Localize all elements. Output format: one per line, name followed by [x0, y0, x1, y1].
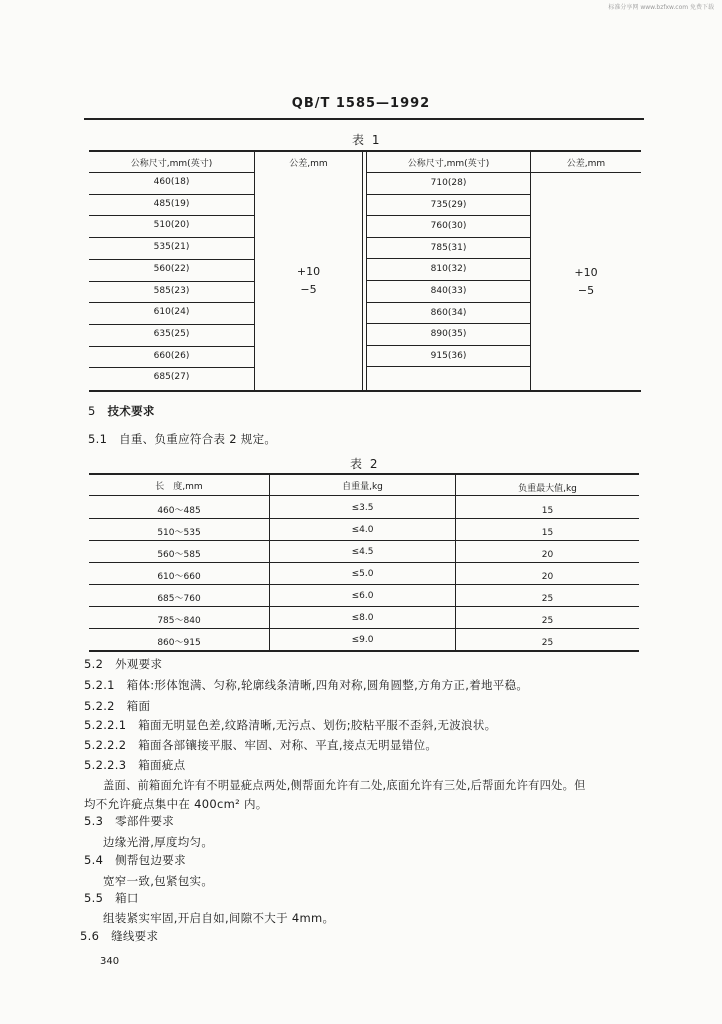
table1-divider-center-a	[362, 150, 363, 391]
table2-max-load-cell: 15	[541, 528, 554, 538]
clause-5-2-2-2	[84, 737, 437, 753]
clause-title: 箱面	[126, 699, 151, 713]
table1-left-size-cell: 585(23)	[153, 285, 190, 296]
clause-5-2	[84, 656, 162, 672]
table1-right-tol-header-rule	[531, 172, 641, 173]
table1-left-row-rule	[89, 367, 254, 368]
table1-right-size-cell: 860(34)	[430, 307, 467, 318]
table1-left-row-rule	[89, 259, 254, 260]
table2-max-load-cell: 20	[541, 572, 554, 582]
clause-text: 自重、负重应符合表 2 规定。	[119, 432, 277, 446]
table1-right-row-rule	[367, 345, 530, 346]
clause-number: 5.2.2.1	[84, 718, 127, 732]
table2-length-cell: 860～915	[157, 638, 201, 648]
table2-length-cell: 785～840	[157, 616, 201, 626]
table2-row-rule	[89, 628, 639, 629]
clause-number: 5.3	[84, 814, 104, 828]
table1-right-row-rule	[367, 280, 530, 281]
table1-right-row-rule	[367, 172, 530, 173]
table1-left-size-cell: 460(18)	[153, 177, 190, 187]
table1-right-size-cell: 915(36)	[430, 350, 467, 361]
section-number: 5	[88, 404, 96, 418]
clause-5-3-text: 边缘光滑,厚度均匀。	[103, 835, 214, 849]
table2-header-rule	[89, 495, 639, 496]
table1-right-size-cell: 710(28)	[430, 178, 467, 188]
table1-right-size-cell: 840(33)	[430, 286, 467, 296]
table1-right-row-rule	[367, 194, 530, 195]
table2-self-weight-cell: ≤5.0	[351, 569, 374, 579]
clause-number: 5.2.2.3	[84, 758, 127, 772]
clause-5-4-text: 宽窄一致,包紧包实。	[103, 874, 214, 888]
clause-number: 5.1	[88, 432, 108, 446]
table1-right-size-cell: 760(30)	[430, 221, 467, 232]
clause-number: 5.2.2.2	[84, 738, 127, 752]
clause-number: 5.6	[80, 929, 100, 943]
table1-left-size-cell: 635(25)	[153, 328, 190, 339]
table2-max-load-cell: 25	[541, 616, 554, 626]
table1-left-row-rule	[89, 172, 254, 173]
table2-self-weight-cell: ≤3.5	[351, 503, 374, 513]
clause-title: 侧帮包边要求	[115, 853, 186, 867]
table1-left-row-rule	[89, 346, 254, 347]
table2-max-load-cell: 25	[541, 638, 554, 648]
table1-top-rule	[89, 150, 641, 152]
table1-header-tol-left: 公差,mm	[289, 159, 328, 169]
table1-tolerance-plus-right: +10	[574, 266, 598, 279]
clause-5-6	[80, 928, 158, 944]
clause-5-2-2-1	[84, 717, 496, 733]
table1-left-row-rule	[89, 194, 254, 195]
table1-left-size-cell: 685(27)	[153, 372, 190, 383]
clause-5-2-2-3	[84, 757, 185, 773]
table2-length-cell: 560～585	[157, 550, 201, 560]
clause-number: 5.2.1	[84, 678, 115, 692]
table2-row-rule	[89, 606, 639, 607]
table1-right-row-rule	[367, 258, 530, 259]
page-number: 340	[100, 956, 120, 967]
table1-tolerance-minus-left: −5	[300, 283, 317, 296]
clause-title: 缝线要求	[111, 929, 159, 943]
table1-tolerance-minus-right: −5	[577, 284, 595, 297]
table1-right-size-cell: 735(29)	[430, 199, 467, 210]
clause-5-5-text: 组装紧实牢固,开启自如,间隙不大于 4mm。	[103, 911, 335, 925]
table1-right-row-rule	[367, 323, 530, 324]
table1-header-size-right: 公称尺寸,mm(英寸)	[407, 159, 490, 169]
clause-text: 箱面各部镶接平服、牢固、对称、平直,接点无明显错位。	[138, 738, 438, 752]
table1-left-size-cell: 535(21)	[153, 242, 190, 253]
clause-5-1	[88, 431, 276, 447]
table1-left-size-cell: 610(24)	[153, 307, 190, 318]
table2-self-weight-cell: ≤4.0	[351, 525, 374, 535]
table1-left-row-rule	[89, 215, 254, 216]
clause-5-4	[84, 852, 186, 868]
table1-right-size-cell: 890(35)	[430, 329, 467, 340]
table2-length-cell: 510～535	[157, 528, 201, 538]
clause-5-2-2-3-paragraph-line-1: 盖面、前箱面允许有不明显疵点两处,侧帮面允许有二处,底面允许有三处,后帮面允许有四处。但	[103, 779, 586, 792]
clause-text: 箱面无明显色差,纹路清晰,无污点、划伤;胶粘平服不歪斜,无波浪状。	[138, 718, 497, 732]
table2-header-max-load: 负重最大值,kg	[518, 484, 577, 494]
table1-right-row-rule	[367, 366, 530, 367]
table1-right-size-cell: 785(31)	[430, 242, 467, 253]
table1-right-row-rule	[367, 302, 530, 303]
header-rule	[84, 118, 644, 120]
clause-5-3	[84, 813, 174, 829]
table1-left-row-rule	[89, 281, 254, 282]
clause-text: 箱体:形体饱满、匀称,轮廓线条清晰,四角对称,圆角圆整,方角方正,着地平稳。	[126, 678, 529, 692]
document-header: QB/T 1585—1992	[291, 96, 431, 111]
table2-self-weight-cell: ≤6.0	[351, 591, 374, 601]
table1-left-size-cell: 510(20)	[153, 220, 190, 231]
table1-caption: 表 1	[352, 133, 382, 147]
clause-5-2-1	[84, 677, 528, 693]
table2-max-load-cell: 25	[541, 594, 554, 604]
clause-5-2-2-3-paragraph-line-2: 均不允许疵点集中在 400cm² 内。	[84, 797, 268, 811]
table2-self-weight-cell: ≤9.0	[351, 635, 374, 645]
table2-row-rule	[89, 562, 639, 563]
table2-row-rule	[89, 518, 639, 519]
table2-length-cell: 460～485	[157, 506, 201, 516]
section-title: 技术要求	[107, 404, 155, 418]
table1-left-row-rule	[89, 237, 254, 238]
clause-number: 5.2	[84, 657, 104, 671]
section-5-heading	[88, 403, 155, 419]
table1-right-row-rule	[367, 215, 530, 216]
table2-header-length: 长 度,mm	[155, 482, 203, 492]
table1-left-size-cell: 560(22)	[153, 263, 190, 274]
table1-tolerance-plus-left: +10	[296, 265, 321, 278]
table1-left-row-rule	[89, 302, 254, 303]
clause-number: 5.5	[84, 891, 104, 905]
clause-5-2-2	[84, 698, 150, 714]
clause-title: 箱口	[115, 891, 139, 905]
table1-left-row-rule	[89, 324, 254, 325]
table1-header-size-left: 公称尺寸,mm(英寸)	[130, 159, 213, 169]
clause-title: 箱面疵点	[138, 758, 186, 772]
table2-header-self-weight: 自重量,kg	[342, 482, 383, 492]
table1-left-size-cell: 660(26)	[153, 350, 190, 361]
table1-right-size-cell: 810(32)	[430, 264, 467, 275]
table2-row-rule	[89, 540, 639, 541]
table2-top-rule	[89, 473, 639, 475]
table2-max-load-cell: 20	[541, 550, 554, 560]
table2-length-cell: 610～660	[157, 572, 201, 582]
table1-bottom-rule	[89, 390, 641, 392]
clause-title: 零部件要求	[115, 814, 175, 828]
table2-length-cell: 685～760	[157, 594, 201, 604]
table2-row-rule	[89, 584, 639, 585]
clause-5-5	[84, 890, 139, 906]
table2-self-weight-cell: ≤8.0	[351, 613, 374, 623]
table2-bottom-rule	[89, 650, 639, 652]
table1-left-size-cell: 485(19)	[153, 198, 190, 209]
clause-number: 5.4	[84, 853, 104, 867]
watermark: 标准分享网 www.bzfxw.com 免费下载	[608, 4, 714, 11]
table2-max-load-cell: 15	[541, 506, 554, 516]
clause-title: 外观要求	[115, 657, 163, 671]
table2-caption: 表 2	[350, 457, 380, 471]
table1-right-row-rule	[367, 237, 530, 238]
table2-self-weight-cell: ≤4.5	[351, 547, 374, 557]
clause-number: 5.2.2	[84, 699, 115, 713]
table1-header-tol-right: 公差,mm	[566, 159, 606, 169]
